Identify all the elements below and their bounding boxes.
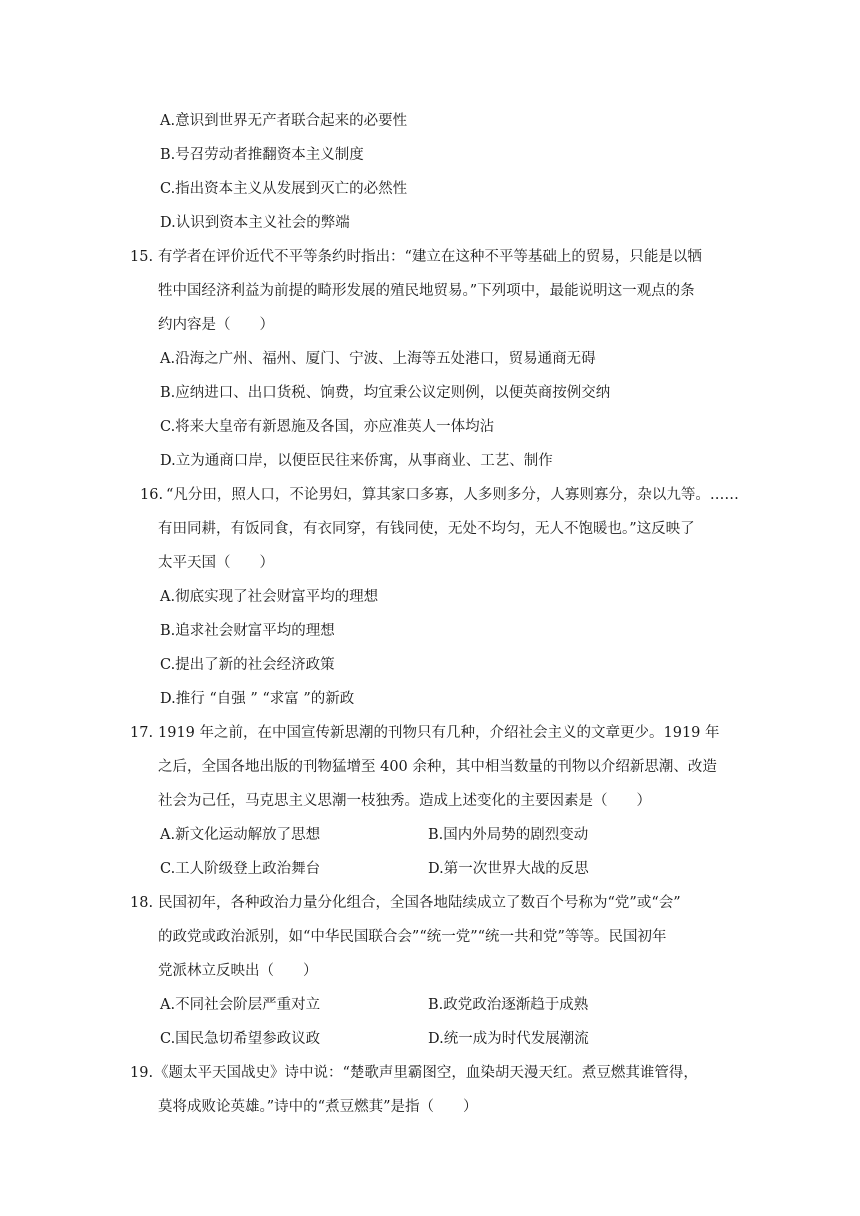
q15-stem-line-3: 约内容是（ ） — [158, 317, 274, 333]
q16-stem-line-3: 太平天国（ ） — [158, 555, 274, 571]
q15-stem-line-1: 有学者在评价近代不平等条约时指出：“建立在这种不平等基础上的贸易，只能是以牺 — [158, 249, 702, 265]
q17-stem-line-2: 之后，全国各地出版的刊物猛增至 400 余种，其中相当数量的刊物以介绍新思潮、改造 — [158, 759, 717, 775]
q17-option-c[interactable]: C.工人阶级登上政治舞台 — [160, 861, 321, 877]
q16-option-a[interactable]: A.彻底实现了社会财富平均的理想 — [160, 589, 379, 605]
q15-option-b[interactable]: B.应纳进口、出口货税、饷费，均宜秉公议定则例，以便英商按例交纳 — [160, 385, 611, 401]
q19-stem-line-2: 莫将成败论英雄。”诗中的“煮豆燃萁”是指（ ） — [158, 1099, 478, 1115]
q18-option-d[interactable]: D.统一成为时代发展潮流 — [428, 1031, 589, 1047]
q16-option-b[interactable]: B.追求社会财富平均的理想 — [160, 623, 335, 639]
q14-option-d[interactable]: D.认识到资本主义社会的弊端 — [160, 215, 350, 231]
q16-option-d[interactable]: D.推行 “自强 ” “求富 ”的新政 — [160, 691, 355, 707]
q17-option-a[interactable]: A.新文化运动解放了思想 — [160, 827, 321, 843]
q18-stem-line-2: 的政党或政治派别，如“中华民国联合会”“统一党”“统一共和党”等等。民国初年 — [158, 929, 667, 945]
q17-stem-line-1: 1919 年之前，在中国宣传新思潮的刊物只有几种，介绍社会主义的文章更少。1919 年 — [158, 725, 720, 741]
q16-option-c[interactable]: C.提出了新的社会经济政策 — [160, 657, 335, 673]
q18-stem-line-1: 民国初年，各种政治力量分化组合，全国各地陆续成立了数百个号称为“党”或“会” — [158, 895, 681, 911]
q14-option-c[interactable]: C.指出资本主义从发展到灭亡的必然性 — [160, 181, 408, 197]
q14-option-b[interactable]: B.号召劳动者推翻资本主义制度 — [160, 147, 364, 163]
q18-option-b[interactable]: B.政党政治逐渐趋于成熟 — [428, 997, 589, 1013]
q15-option-c[interactable]: C.将来大皇帝有新恩施及各国，亦应准英人一体均沾 — [160, 419, 495, 435]
q18-option-a[interactable]: A.不同社会阶层严重对立 — [160, 997, 321, 1013]
q15-option-d[interactable]: D.立为通商口岸，以便臣民往来侨寓，从事商业、工艺、制作 — [160, 453, 553, 469]
q17-option-b[interactable]: B.国内外局势的剧烈变动 — [428, 827, 589, 843]
q17-option-d[interactable]: D.第一次世界大战的反思 — [428, 861, 589, 877]
q18-number: 18. — [130, 895, 154, 911]
q18-option-c[interactable]: C.国民急切希望参政议政 — [160, 1031, 321, 1047]
q19-stem-line-1: 《题太平天国战史》诗中说：“楚歌声里霸图空，血染胡天漫天红。煮豆燃萁谁管得， — [154, 1065, 698, 1081]
q17-number: 17. — [130, 725, 154, 741]
q16-stem-line-1: “凡分田，照人口，不论男妇，算其家口多寡，人多则多分，人寡则寡分，杂以九等。…… — [166, 487, 739, 503]
q14-option-a[interactable]: A.意识到世界无产者联合起来的必要性 — [160, 113, 408, 129]
q16-number: 16. — [140, 487, 164, 503]
q15-stem-line-2: 牲中国经济利益为前提的畸形发展的殖民地贸易。”下列项中，最能说明这一观点的条 — [158, 283, 695, 299]
q15-option-a[interactable]: A.沿海之广州、福州、厦门、宁波、上海等五处港口，贸易通商无碍 — [160, 351, 596, 367]
q16-stem-line-2: 有田同耕，有饭同食，有衣同穿，有钱同使，无处不均匀，无人不饱暖也。”这反映了 — [158, 521, 695, 537]
q17-stem-line-3: 社会为己任，马克思主义思潮一枝独秀。造成上述变化的主要因素是（ ） — [158, 793, 651, 809]
q15-number: 15. — [130, 249, 154, 265]
q19-number: 19. — [130, 1065, 154, 1081]
q18-stem-line-3: 党派林立反映出（ ） — [158, 963, 318, 979]
